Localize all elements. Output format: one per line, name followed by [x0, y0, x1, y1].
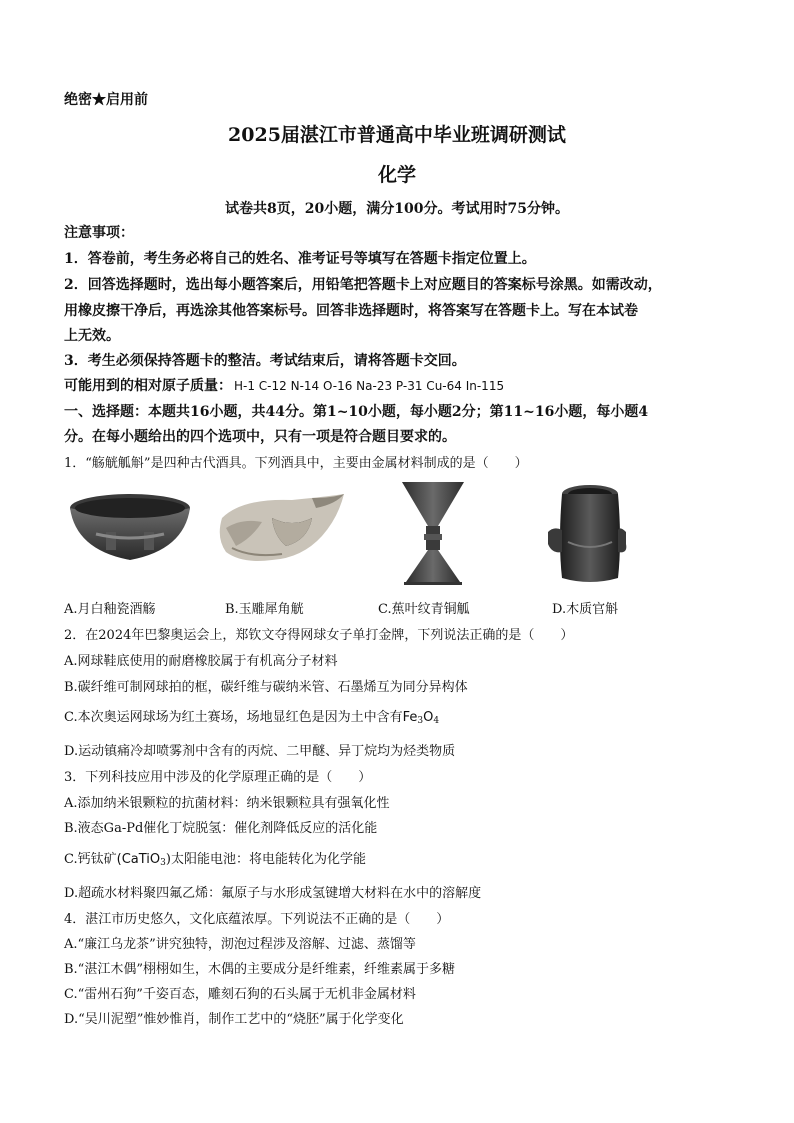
- notice-item: 2．回答选择题时，选出每小题答案后，用铅笔把答题卡上对应题目的答案标号涂黑。如需改动，: [64, 277, 662, 293]
- question-2-option-d: D.运动镇痛冷却喷雾剂中含有的丙烷、二甲醚、异丁烷均为烃类物质: [64, 744, 456, 759]
- notice-item: 1．答卷前，考生务必将自己的姓名、准考证号等填写在答题卡指定位置上。: [64, 251, 536, 267]
- bronze-gu-image: [398, 478, 468, 588]
- question-2-stem: 2．在2024年巴黎奥运会上，郑钦文夺得网球女子单打金牌，下列说法正确的是（ ）: [64, 628, 574, 643]
- question-1-option-d: D.木质官斛: [552, 602, 619, 617]
- question-3-option-b: B.液态Ga-Pd催化丁烷脱氢：催化剂降低反应的活化能: [64, 821, 378, 836]
- question-2-option-a: A.网球鞋底使用的耐磨橡胶属于有机高分子材料: [64, 654, 338, 669]
- question-1-option-b: B.玉雕犀角觥: [225, 602, 304, 617]
- question-2-option-c: C.本次奥运网球场为红土赛场，场地显红色是因为土中含有$Fe_3O_4$: [64, 710, 440, 726]
- question-4-option-c: C.“雷州石狗”千姿百态，雕刻石狗的石头属于无机非金属材料: [64, 987, 416, 1002]
- question-4-option-b: B.“湛江木偶”栩栩如生，木偶的主要成分是纤维素，纤维素属于多糖: [64, 962, 455, 977]
- section-heading: 一、选择题：本题共16小题，共44分。第1~10小题，每小题2分；第11~16小题，每小题4: [64, 404, 649, 420]
- jade-horn-cup-image: [212, 488, 350, 574]
- notice-title: 注意事项：: [64, 225, 134, 241]
- question-4-stem: 4．湛江市历史悠久，文化底蕴浓厚。下列说法不正确的是（ ）: [64, 912, 450, 927]
- question-3-option-d: D.超疏水材料聚四氟乙烯：氟原子与水形成氢键增大材料在水中的溶解度: [64, 886, 482, 901]
- atomic-masses: [64, 375, 504, 395]
- exam-title: 2025届湛江市普通高中毕业班调研测试: [228, 124, 566, 146]
- question-2-option-b: B.碳纤维可制网球拍的框，碳纤维与碳纳米管、石墨烯互为同分异构体: [64, 680, 468, 695]
- question-1-stem: 1．“觞觥觚斛”是四种古代酒具。下列酒具中，主要由金属材料制成的是（ ）: [64, 456, 528, 471]
- question-4-option-a: A.“廉江乌龙茶”讲究独特，沏泡过程涉及溶解、过滤、蒸馏等: [64, 937, 416, 952]
- exam-info: 试卷共8页，20小题，满分100分。考试用时75分钟。: [225, 201, 569, 217]
- question-3-stem: 3．下列科技应用中涉及的化学原理正确的是（ ）: [64, 770, 372, 785]
- section-heading: 分。在每小题给出的四个选项中，只有一项是符合题目要求的。: [64, 429, 456, 445]
- notice-item: 上无效。: [64, 328, 120, 344]
- question-1-option-a: A.月白釉瓷酒觞: [64, 602, 156, 617]
- question-1-option-c: C.蕉叶纹青铜觚: [378, 602, 470, 617]
- atomic-masses-values: H-1 C-12 N-14 O-16 Na-23 P-31 Cu-64 In-115: [234, 379, 505, 393]
- notice-item: 用橡皮擦干净后，再选涂其他答案标号。回答非选择题时，将答案写在答题卡上。写在本试卷: [64, 303, 638, 319]
- wooden-hu-image: [542, 482, 632, 588]
- atomic-masses-label: 可能用到的相对原子质量：: [64, 378, 232, 394]
- notice-item: 3．考生必须保持答题卡的整洁。考试结束后，请将答题卡交回。: [64, 353, 466, 369]
- question-4-option-d: D.“吴川泥塑”惟妙惟肖，制作工艺中的“烧胚”属于化学变化: [64, 1012, 404, 1027]
- porcelain-bowl-image: [66, 490, 194, 570]
- confidential-label: 绝密★启用前: [64, 92, 148, 108]
- subject-title: 化学: [377, 164, 416, 186]
- question-3-option-a: A.添加纳米银颗粒的抗菌材料：纳米银颗粒具有强氧化性: [64, 796, 390, 811]
- question-3-option-c: C.钙钛矿(CaTiO$_3$)太阳能电池：将电能转化为化学能: [64, 852, 366, 868]
